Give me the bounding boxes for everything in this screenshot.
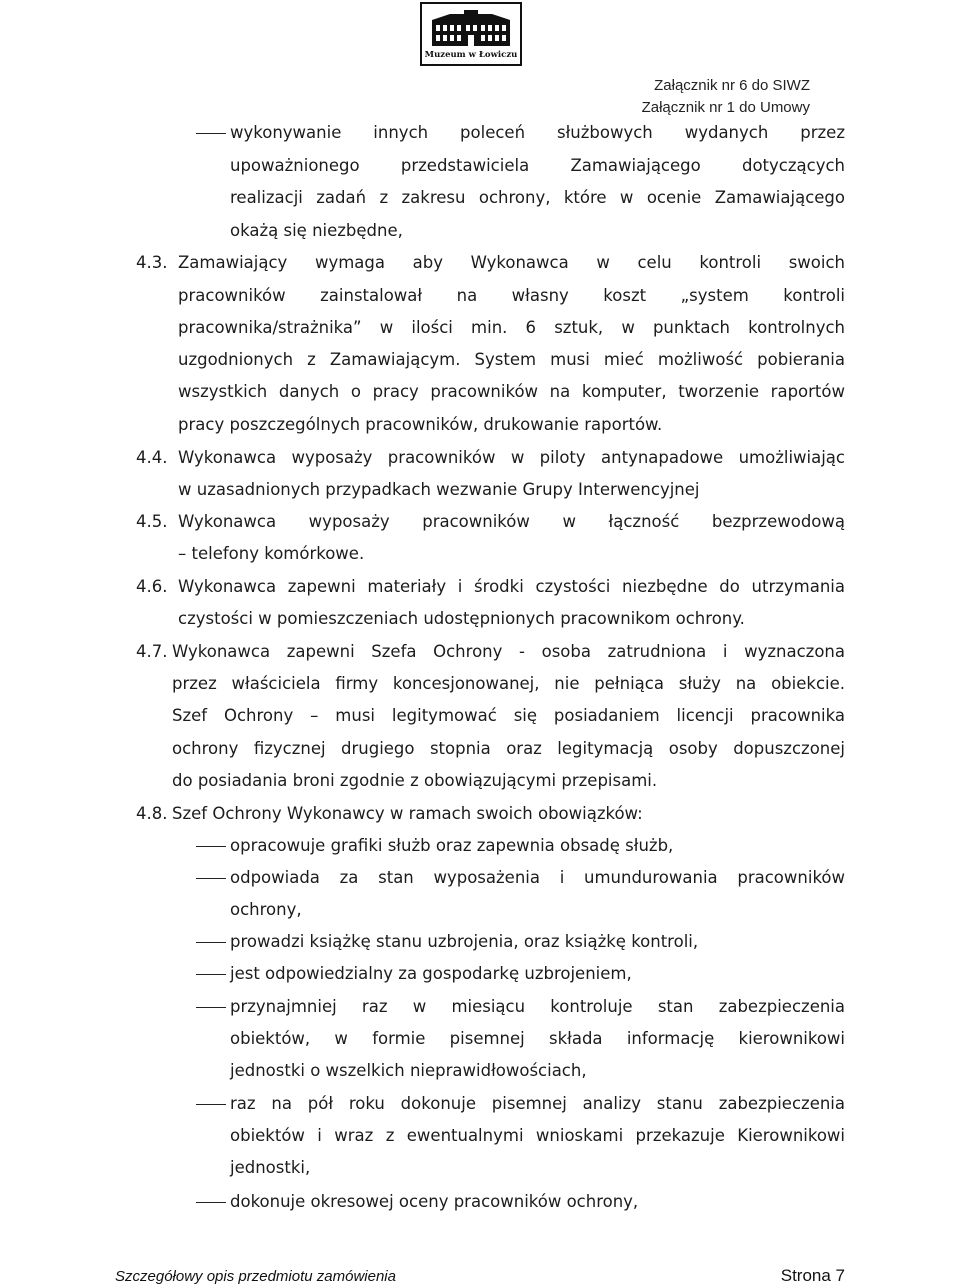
text-line: opracowuje grafiki służb oraz zapewnia obsadę służb, [230,836,674,855]
text-line: raz na pół roku dokonuje pisemnej analizy stanu zabezpieczenia [230,1094,845,1113]
building-icon [430,10,512,50]
section-number: 4.8. [136,804,168,823]
section-number: 4.6. [136,577,168,596]
text-line: przynajmniej raz w miesiącu kontroluje stan zabezpieczenia [230,997,845,1016]
text-line: jednostki o wszelkich nieprawidłowościach, [230,1061,587,1080]
section-number: 4.7. [136,642,168,661]
text-line: przez właściciela firmy koncesjonowanej, nie pełniąca służy na obiekcie. [172,674,845,693]
text-line: okażą się niezbędne, [230,221,403,240]
text-line: czystości w pomieszczeniach udostępnionych pracownikom ochrony. [178,609,745,628]
text-line: obiektów, w formie pisemnej składa informację kierownikowi [230,1029,845,1048]
text-line: obiektów i wraz z ewentualnymi wnioskami przekazuje Kierownikowi [230,1126,845,1145]
text-line: upoważnionego przedstawiciela Zamawiającego dotyczących [230,156,845,175]
text-line: ochrony, [230,900,302,919]
text-line: Wykonawca wyposaży pracowników w piloty antynapadowe umożliwiając [178,448,845,467]
text-line: odpowiada za stan wyposażenia i umundurowania pracowników [230,868,845,887]
text-line: jest odpowiedzialny za gospodarkę uzbrojeniem, [230,964,632,983]
text-line: jednostki, [230,1158,311,1177]
section-number: 4.3. [136,253,168,272]
footer-title: Szczegółowy opis przedmiotu zamówienia [115,1268,396,1285]
text-line: wykonywanie innych poleceń służbowych wydanych przez [230,123,845,142]
section-number: 4.4. [136,448,168,467]
dash-bullet [196,942,226,943]
text-line: pracownika/strażnika” w ilości min. 6 sztuk, w punktach kontrolnych [178,318,845,337]
text-line: ochrony fizycznej drugiego stopnia oraz legitymacją osoby dopuszczonej [172,739,845,758]
text-line: wszystkich danych o pracy pracowników na komputer, tworzenie raportów [178,382,845,401]
text-line: w uzasadnionych przypadkach wezwanie Grupy Interwencyjnej [178,480,700,499]
dash-bullet [196,1007,226,1008]
text-line: realizacji zadań z zakresu ochrony, które w ocenie Zamawiającego [230,188,845,207]
museum-logo [420,2,522,66]
text-line: Szef Ochrony – musi legitymować się posiadaniem licencji pracownika [172,706,845,725]
text-line: prowadzi książkę stanu uzbrojenia, oraz książkę kontroli, [230,932,699,951]
dash-bullet [196,1202,226,1203]
text-line: Szef Ochrony Wykonawcy w ramach swoich obowiązków: [172,804,643,823]
text-line: do posiadania broni zgodnie z obowiązującymi przepisami. [172,771,658,790]
text-line: Wykonawca zapewni materiały i środki czystości niezbędne do utrzymania [178,577,845,596]
dash-bullet [196,846,226,847]
attachment-ref-umowy: Załącznik nr 1 do Umowy [641,99,810,116]
text-line: pracy poszczególnych pracowników, drukowanie raportów. [178,415,663,434]
text-line: Wykonawca zapewni Szefa Ochrony - osoba zatrudniona i wyznaczona [172,642,845,661]
text-line: – telefony komórkowe. [178,544,365,563]
text-line: Wykonawca wyposaży pracowników w łączność bezprzewodową [178,512,845,531]
page-number: Strona 7 [780,1266,845,1285]
text-line: pracowników zainstalował na własny koszt „system kontroli [178,286,845,305]
section-number: 4.5. [136,512,168,531]
dash-bullet [196,878,226,879]
dash-bullet [196,974,226,975]
text-line: uzgodnionych z Zamawiającym. System musi mieć możliwość pobierania [178,350,845,369]
logo-caption: Muzeum w Łowiczu [424,50,518,60]
text-line: dokonuje okresowej oceny pracowników ochrony, [230,1192,639,1211]
dash-bullet [196,133,226,134]
dash-bullet [196,1104,226,1105]
attachment-ref-siwz: Załącznik nr 6 do SIWZ [654,77,810,94]
text-line: Zamawiający wymaga aby Wykonawca w celu kontroli swoich [178,253,845,272]
